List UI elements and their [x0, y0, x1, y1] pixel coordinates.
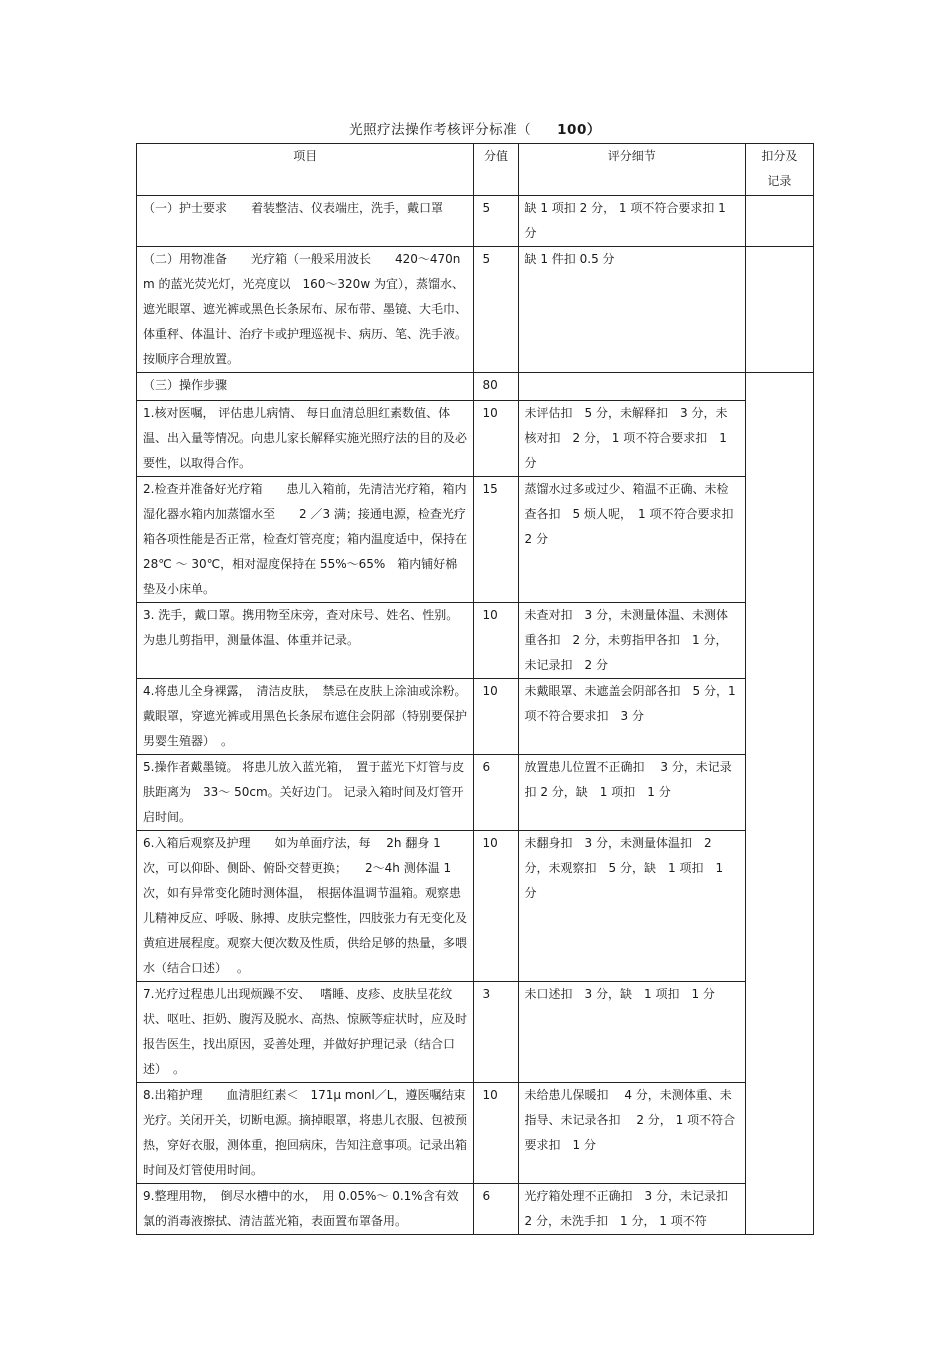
- table-row: [137, 603, 814, 679]
- detail-cell: 缺 1 项扣 2 分， 1 项不符合要求扣 1 分: [518, 196, 745, 247]
- table-row: [137, 477, 814, 603]
- item-cell: 6.入箱后观察及护理 如为单面疗法，每 2h 翻身 1 次，可以仰卧、侧卧、俯卧交替更换； 2～4h 测体温 1 次，如有异常变化随时测体温， 根据体温调节温箱。观察患儿精神反应、呼吸、脉搏、皮肤完整性，四肢张力有无变化及黄疸进展程度。观察大便次数及性质，供给足够的热量，多喂水（结合口述） 。: [137, 831, 474, 982]
- item-cell: 5.操作者戴墨镜。 将患儿放入蓝光箱， 置于蓝光下灯管与皮肤距离为 33～ 50cm。关好边门。 记录入箱时间及灯管开启时间。: [137, 755, 474, 831]
- detail-cell: 光疗箱处理不正确扣 3 分，未记录扣 2 分，未洗手扣 1 分， 1 项不符: [518, 1184, 745, 1235]
- value-cell: 10: [474, 603, 518, 679]
- detail-cell: 放置患儿位置不正确扣 3 分，未记录扣 2 分，缺 1 项扣 1 分: [518, 755, 745, 831]
- value-cell: 3: [474, 982, 518, 1083]
- detail-cell: 未戴眼罩、未遮盖会阴部各扣 5 分，1 项不符合要求扣 3 分: [518, 679, 745, 755]
- detail-cell: 未查对扣 3 分，未测量体温、未测体重各扣 2 分，未剪指甲各扣 1 分，未记录扣 2 分: [518, 603, 745, 679]
- item-cell: 1.核对医嘱， 评估患儿病情、 每日血清总胆红素数值、体温、出入量等情况。向患儿家长解释实施光照疗法的目的及必要性，以取得合作。: [137, 401, 474, 477]
- value-cell: 15: [474, 477, 518, 603]
- deduct-cell: [745, 247, 813, 373]
- title-total-score: 100）: [557, 122, 601, 138]
- header-item: 项目: [137, 144, 474, 196]
- item-cell: 2.检查并准备好光疗箱 患儿入箱前，先清洁光疗箱，箱内湿化器水箱内加蒸馏水至 2 ／3 满；接通电源，检查光疗箱各项性能是否正常，检查灯管亮度；箱内温度适中，保持在 28℃ ～ 30℃，相对湿度保持在 55%～65% 箱内铺好棉垫及小床单。: [137, 477, 474, 603]
- header-deduct: 扣分及记录: [745, 144, 813, 196]
- item-cell: 3. 洗手，戴口罩。携用物至床旁，查对床号、姓名、性别。为患儿剪指甲，测量体温、体重并记录。: [137, 603, 474, 679]
- detail-cell: 未评估扣 5 分，未解释扣 3 分，未核对扣 2 分， 1 项不符合要求扣 1 分: [518, 401, 745, 477]
- table-row: [137, 982, 814, 1083]
- item-cell: （三）操作步骤: [137, 373, 474, 401]
- item-cell: （一）护士要求 着装整洁、仪表端庄，洗手，戴口罩: [137, 196, 474, 247]
- item-cell: 9.整理用物， 倒尽水槽中的水， 用 0.05%～ 0.1%含有效氯的消毒液擦拭、清洁蓝光箱，表面置布罩备用。: [137, 1184, 474, 1235]
- value-cell: 5: [474, 247, 518, 373]
- value-cell: 10: [474, 401, 518, 477]
- table-row: [137, 373, 814, 401]
- deduct-cell: [745, 196, 813, 247]
- scoring-table: [136, 143, 814, 1235]
- table-row: [137, 831, 814, 982]
- value-cell: 10: [474, 679, 518, 755]
- table-row: [137, 196, 814, 247]
- detail-cell: 未口述扣 3 分，缺 1 项扣 1 分: [518, 982, 745, 1083]
- table-row: [137, 1184, 814, 1235]
- item-cell: （二）用物准备 光疗箱（一般采用波长 420～470nm 的蓝光荧光灯，光亮度以 160～320w 为宜），蒸馏水、遮光眼罩、遮光裤或黑色长条尿布、尿布带、墨镜、大毛巾、体重秤、体温计、治疗卡或护理巡视卡、病历、笔、洗手液。按顺序合理放置。: [137, 247, 474, 373]
- value-cell: 10: [474, 1083, 518, 1184]
- detail-cell: 未翻身扣 3 分，未测量体温扣 2 分，未观察扣 5 分，缺 1 项扣 1 分: [518, 831, 745, 982]
- detail-cell: 缺 1 件扣 0.5 分: [518, 247, 745, 373]
- table-row: [137, 1083, 814, 1184]
- header-row: [137, 144, 814, 196]
- item-cell: 4.将患儿全身裸露， 清洁皮肤， 禁忌在皮肤上涂油或涂粉。戴眼罩，穿遮光裤或用黑色长条尿布遮住会阴部（特别要保护男婴生殖器） 。: [137, 679, 474, 755]
- value-cell: 5: [474, 196, 518, 247]
- deduct-cell: [745, 373, 813, 1235]
- detail-cell: 蒸馏水过多或过少、箱温不正确、未检查各扣 5 烦人呢， 1 项不符合要求扣 2 分: [518, 477, 745, 603]
- detail-cell: 未给患儿保暖扣 4 分，未测体重、未指导、未记录各扣 2 分， 1 项不符合要求扣 1 分: [518, 1083, 745, 1184]
- document-title: [0, 118, 950, 138]
- item-cell: 7.光疗过程患儿出现烦躁不安、 嗜睡、皮疹、皮肤呈花纹状、呕吐、拒奶、腹泻及脱水、高热、惊厥等症状时，应及时报告医生，找出原因，妥善处理，并做好护理记录（结合口述） 。: [137, 982, 474, 1083]
- value-cell: 80: [474, 373, 518, 401]
- value-cell: 6: [474, 1184, 518, 1235]
- header-value: 分值: [474, 144, 518, 196]
- table-row: [137, 247, 814, 373]
- detail-cell: [518, 373, 745, 401]
- value-cell: 6: [474, 755, 518, 831]
- table-row: [137, 755, 814, 831]
- header-detail: 评分细节: [518, 144, 745, 196]
- table-row: [137, 679, 814, 755]
- item-cell: 8.出箱护理 血清胆红素＜ 171μ monl／L，遵医嘱结束光疗。关闭开关，切断电源。摘掉眼罩，将患儿衣服、包被预热，穿好衣服，测体重，抱回病床，告知注意事项。记录出箱时间及灯管使用时间。: [137, 1083, 474, 1184]
- table-row: [137, 401, 814, 477]
- value-cell: 10: [474, 831, 518, 982]
- title-text: 光照疗法操作考核评分标准（: [349, 122, 532, 138]
